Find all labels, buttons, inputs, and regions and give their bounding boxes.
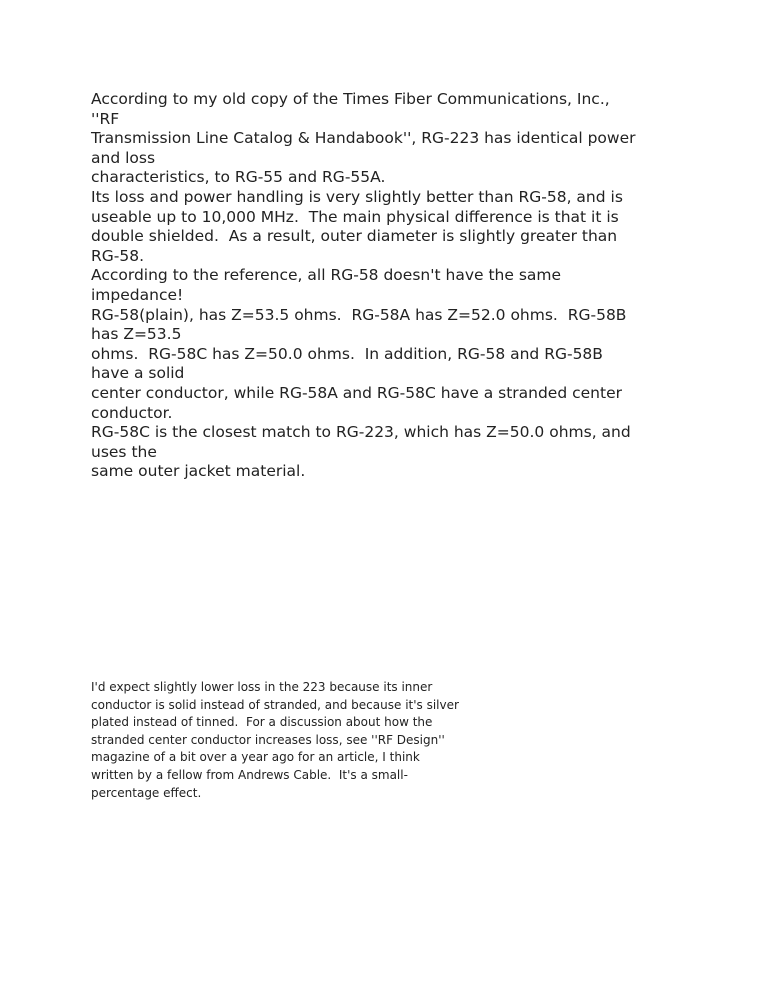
main-text-line: Its loss and power handling is very slightly better than RG-58, and is xyxy=(91,187,623,206)
note-text-line: stranded center conductor increases loss, see ''RF Design'' xyxy=(91,732,445,747)
main-text-line: impedance! xyxy=(91,285,184,304)
reply-note-block xyxy=(91,679,491,802)
main-text-line: RG-58. xyxy=(91,246,145,265)
main-text-line: characteristics, to RG-55 and RG-55A. xyxy=(91,168,386,187)
note-text-line: conductor is solid instead of stranded, and because it's silver xyxy=(91,697,459,712)
note-text-line: percentage effect. xyxy=(91,785,202,800)
main-text-line: According to my old copy of the Times Fiber Communications, Inc., xyxy=(91,90,610,108)
main-text-line: useable up to 10,000 MHz. The main physical difference is that it is xyxy=(91,207,619,226)
main-text-line: same outer jacket material. xyxy=(91,462,306,481)
main-text-line: and loss xyxy=(91,148,156,167)
main-text-block xyxy=(91,90,681,482)
main-text-line: have a solid xyxy=(91,364,185,383)
note-text-line: plated instead of tinned. For a discussion about how the xyxy=(91,715,433,730)
main-text-line: uses the xyxy=(91,442,157,461)
main-text-line: ''RF xyxy=(91,109,120,128)
main-text-line: center conductor, while RG-58A and RG-58C have a stranded center xyxy=(91,383,622,402)
main-text-line: ohms. RG-58C has Z=50.0 ohms. In addition, RG-58 and RG-58B xyxy=(91,344,603,363)
main-text-line: conductor. xyxy=(91,403,173,422)
main-text-line: Transmission Line Catalog & Handabook'', RG-223 has identical power xyxy=(91,129,636,148)
note-text-line: I'd expect slightly lower loss in the 223 because its inner xyxy=(91,680,433,694)
note-text-line: magazine of a bit over a year ago for an article, I think xyxy=(91,750,420,765)
main-text-line: RG-58C is the closest match to RG-223, which has Z=50.0 ohms, and xyxy=(91,423,631,442)
main-text-line: double shielded. As a result, outer diameter is slightly greater than xyxy=(91,227,618,246)
main-text-line: has Z=53.5 xyxy=(91,325,182,344)
main-text-line: RG-58(plain), has Z=53.5 ohms. RG-58A has Z=52.0 ohms. RG-58B xyxy=(91,305,627,324)
note-text-line: written by a fellow from Andrews Cable. It's a small- xyxy=(91,767,408,782)
main-text-line: According to the reference, all RG-58 doesn't have the same xyxy=(91,266,562,285)
